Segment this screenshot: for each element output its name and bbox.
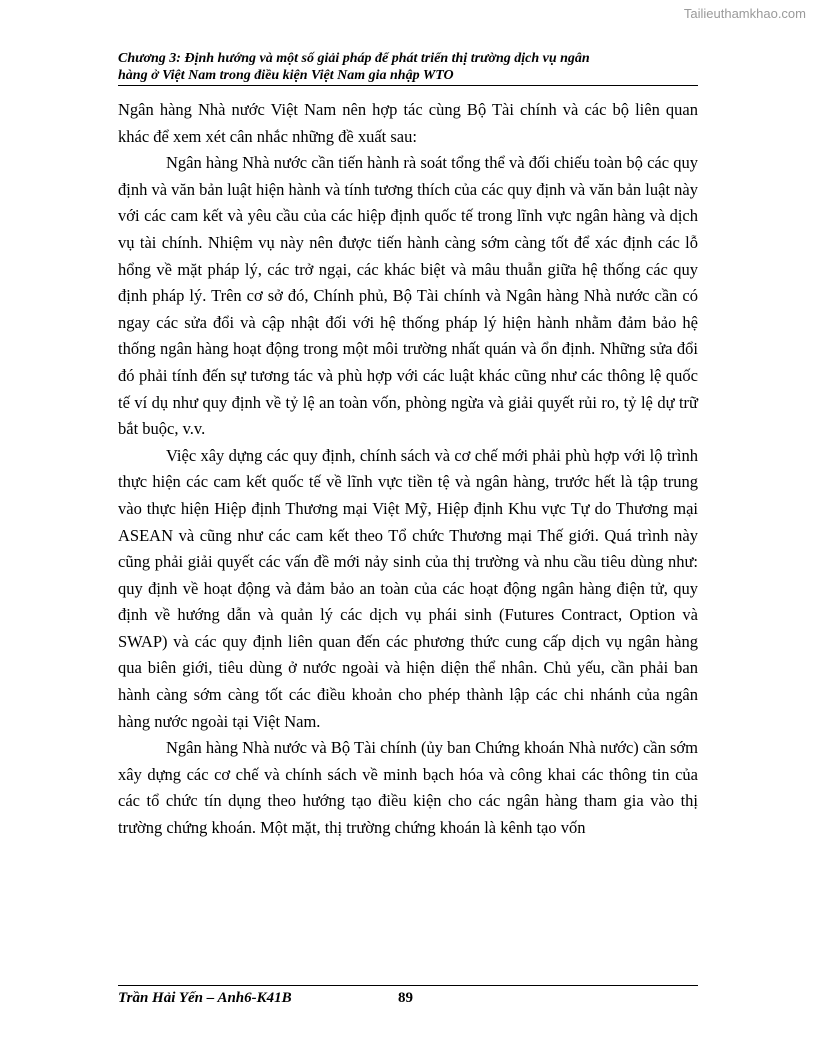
chapter-header-line1: Chương 3: Định hướng và một số giải pháp để phát triển thị trường dịch vụ ngân — [118, 51, 590, 66]
footer-author: Trần Hải Yến – Anh6-K41B — [118, 990, 292, 1006]
watermark: Tailieuthamkhao.com — [683, 6, 806, 21]
body-text — [118, 97, 698, 842]
chapter-header-line2: hàng ở Việt Nam trong điều kiện Việt Nam gia nhập WTO — [118, 68, 454, 83]
page-number: 89 — [398, 990, 413, 1006]
footer-divider — [118, 985, 698, 986]
paragraph-2: Ngân hàng Nhà nước cần tiến hành rà soát tổng thể và đối chiếu toàn bộ các quy định và văn bản luật hiện hành và tính tương thích của các quy định và văn bản luật này với các cam kết và yêu cầu của các hiệp định quốc tế trong lĩnh vực ngân hàng và dịch vụ tài chính. Nhiệm vụ này nên được tiến hành càng sớm càng tốt để xác định các lỗ hổng về mặt pháp lý, các trở ngại, các khác biệt và mâu thuẫn giữa hệ thống các quy định pháp lý. Trên cơ sở đó, Chính phủ, Bộ Tài chính và Ngân hàng Nhà nước cần có ngay các sửa đổi và cập nhật đối với hệ thống pháp lý hiện hành nhằm đảm bảo hệ thống ngân hàng hoạt động trong một môi trường nhất quán và ổn định. Những sửa đổi đó phải tính đến sự tương tác và phù hợp với các luật khác cũng như các thông lệ quốc tế ví dụ như quy định về tỷ lệ an toàn vốn, phòng ngừa và giải quyết rủi ro, tỷ lệ dự trữ bắt buộc, v.v. — [118, 153, 698, 439]
chapter-header — [118, 50, 698, 86]
paragraph-3: Việc xây dựng các quy định, chính sách và cơ chế mới phải phù hợp với lộ trình thực hiện các cam kết quốc tế về lĩnh vực tiền tệ và ngân hàng, trước hết là tập trung vào thực hiện Hiệp định Thương mại Việt Mỹ, Hiệp định Khu vực Tự do Thương mại ASEAN và cũng như các cam kết theo Tổ chức Thương mại Thế giới. Quá trình này cũng phải giải quyết các vấn đề mới nảy sinh của thị trường và nhu cầu tiêu dùng như: quy định về hoạt động và đảm bảo an toàn của các hoạt động ngân hàng điện tử, quy định về hướng dẫn và quản lý các dịch vụ phái sinh (Futures Contract, Option và SWAP) và các quy định liên quan đến các phương thức cung cấp dịch vụ ngân hàng qua biên giới, tiêu dùng ở nước ngoài và hiện diện thể nhân. Chủ yếu, cần phải ban hành càng sớm càng tốt các điều khoản cho phép thành lập các chi nhánh của ngân hàng nước ngoài tại Việt Nam. — [118, 445, 698, 731]
paragraph-4: Ngân hàng Nhà nước và Bộ Tài chính (ủy ban Chứng khoán Nhà nước) cần sớm xây dựng các cơ chế và chính sách về minh bạch hóa và công khai các thông tin của các tổ chức tín dụng theo hướng tạo điều kiện cho các ngân hàng tham gia vào thị trường chứng khoán. Một mặt, thị trường chứng khoán là kênh tạo vốn — [118, 738, 698, 838]
paragraph-1: Ngân hàng Nhà nước Việt Nam nên hợp tác cùng Bộ Tài chính và các bộ liên quan khác để xem xét cân nhắc những đề xuất sau: — [118, 100, 698, 146]
